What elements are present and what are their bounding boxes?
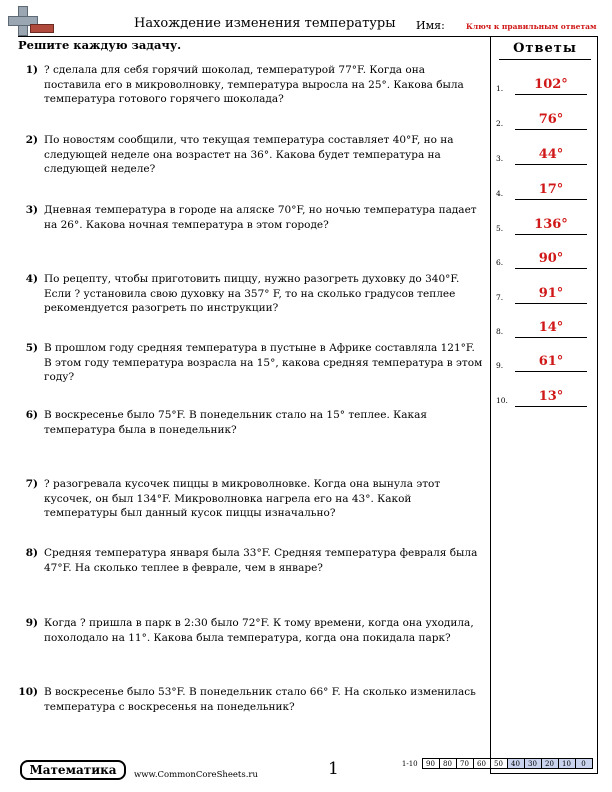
answer-number: 5. [496, 224, 504, 233]
answer-line [515, 94, 587, 95]
problem-number: 5) [25, 342, 38, 354]
problem-text: В воскресенье было 75°F. В понедельник стало на 15° теплее. Какая температура была в понедельник? [44, 409, 427, 436]
score-cell: 60 [473, 759, 490, 769]
answer-value: 136° [534, 217, 568, 232]
answer-row-8 [491, 310, 599, 340]
name-label: Имя: [416, 19, 445, 32]
score-cell: 20 [541, 759, 558, 769]
answer-value: 91° [538, 286, 564, 301]
problem-number: 7) [25, 478, 38, 490]
answer-column [490, 36, 598, 774]
answer-key-label: Ключ к правильным ответам [466, 22, 597, 31]
answer-number: 7. [496, 293, 504, 302]
problem-text: Когда ? пришла в парк в 2:30 было 72°F. К тому времени, когда она уходила, похолодало на 11°. Какова была температура, когда она покидала парк? [44, 617, 474, 644]
score-cell: 70 [456, 759, 473, 769]
answer-row-4 [491, 172, 599, 202]
subject-badge: Математика [20, 760, 126, 780]
answer-number: 10. [496, 396, 508, 405]
answer-row-5 [491, 207, 599, 237]
site-url: www.CommonCoreSheets.ru [134, 770, 258, 780]
answer-value: 13° [538, 389, 564, 404]
score-cell: 90 [422, 759, 439, 769]
answer-number: 3. [496, 154, 504, 163]
problem-number: 3) [25, 204, 38, 216]
answer-value: 76° [538, 112, 564, 127]
answer-line [515, 129, 587, 130]
score-cell: 30 [524, 759, 541, 769]
answer-row-3 [491, 137, 599, 167]
answer-line [515, 268, 587, 269]
answer-row-1 [491, 67, 599, 97]
problem-text: По новостям сообщили, что текущая температура составляет 40°F, но на следующей неделе она возрастет на 36°. Какова будет температура на следующей неделе? [44, 134, 454, 175]
answer-line [515, 406, 587, 407]
problem-text: ? разогревала кусочек пиццы в микроволновке. Когда она вынула этот кусочек, он был 134°F. Микроволновка нагрела его на 43°. Какой температуры был данный кусок пиццы изначально? [44, 478, 441, 519]
score-cell: 80 [439, 759, 456, 769]
instructions: Решите каждую задачу. [18, 38, 182, 52]
problem-text: ? сделала для себя горячий шоколад, температурой 77°F. Когда она поставила его в микроволновку, температура выросла на 25°. Какова была температура готового горячего шоколада? [44, 64, 464, 105]
minus-shape [30, 24, 54, 33]
problem-number: 1) [25, 64, 38, 76]
answer-number: 4. [496, 189, 504, 198]
answer-number: 6. [496, 258, 504, 267]
answer-row-9 [491, 344, 599, 374]
logo-icon [8, 4, 54, 40]
score-table [398, 758, 593, 769]
answer-value: 61° [538, 354, 564, 369]
answer-value: 44° [538, 147, 564, 162]
problem-text: В воскресенье было 53°F. В понедельник стало 66° F. На сколько изменилась температура с воскресенья на понедельник? [44, 686, 476, 713]
score-cell: 50 [490, 759, 507, 769]
answers-divider [499, 59, 591, 60]
page-title: Нахождение изменения температуры [134, 16, 396, 31]
answer-row-10 [491, 379, 599, 409]
score-cell: 40 [507, 759, 524, 769]
problem-number: 2) [25, 134, 38, 146]
problem-text: Дневная температура в городе на аляске 70°F, но ночью температура падает на 26°. Какова ночная температура в этом городе? [44, 204, 477, 231]
header-divider [18, 36, 506, 37]
answers-title: Ответы [513, 41, 577, 56]
answer-row-7 [491, 276, 599, 306]
problem-text: Средняя температура января была 33°F. Средняя температура февраля была 47°F. На сколько теплее в феврале, чем в январе? [44, 547, 478, 574]
answer-number: 2. [496, 119, 504, 128]
answer-number: 8. [496, 327, 504, 336]
answer-value: 102° [534, 77, 568, 92]
answer-line [515, 199, 587, 200]
problem-number: 6) [25, 409, 38, 421]
answer-value: 14° [538, 320, 564, 335]
score-range-label: 1-10 [401, 759, 418, 768]
score-cell: 0 [575, 759, 592, 769]
answer-line [515, 303, 587, 304]
answer-line [515, 337, 587, 338]
answer-number: 1. [496, 84, 504, 93]
answer-number: 9. [496, 361, 504, 370]
answer-line [515, 164, 587, 165]
answer-line [515, 371, 587, 372]
problem-number: 8) [25, 547, 38, 559]
answer-row-2 [491, 102, 599, 132]
answer-value: 90° [538, 251, 564, 266]
problem-number: 4) [25, 273, 38, 285]
page-number: 1 [328, 759, 339, 779]
problem-number: 9) [25, 617, 38, 629]
answer-line [515, 234, 587, 235]
problem-text: В прошлом году средняя температура в пустыне в Африке составляла 121°F. В этом году температура возрасла на 15°, какова средняя температура в этом году? [44, 342, 483, 383]
answer-row-6 [491, 241, 599, 271]
problem-number: 10) [18, 686, 38, 698]
answer-value: 17° [538, 182, 564, 197]
score-cell: 10 [558, 759, 575, 769]
problem-text: По рецепту, чтобы приготовить пиццу, нужно разогреть духовку до 340°F. Если ? установила свою духовку на 357° F, то на сколько градусов теплее рекомендуется разогреть по инструкции? [44, 273, 460, 314]
